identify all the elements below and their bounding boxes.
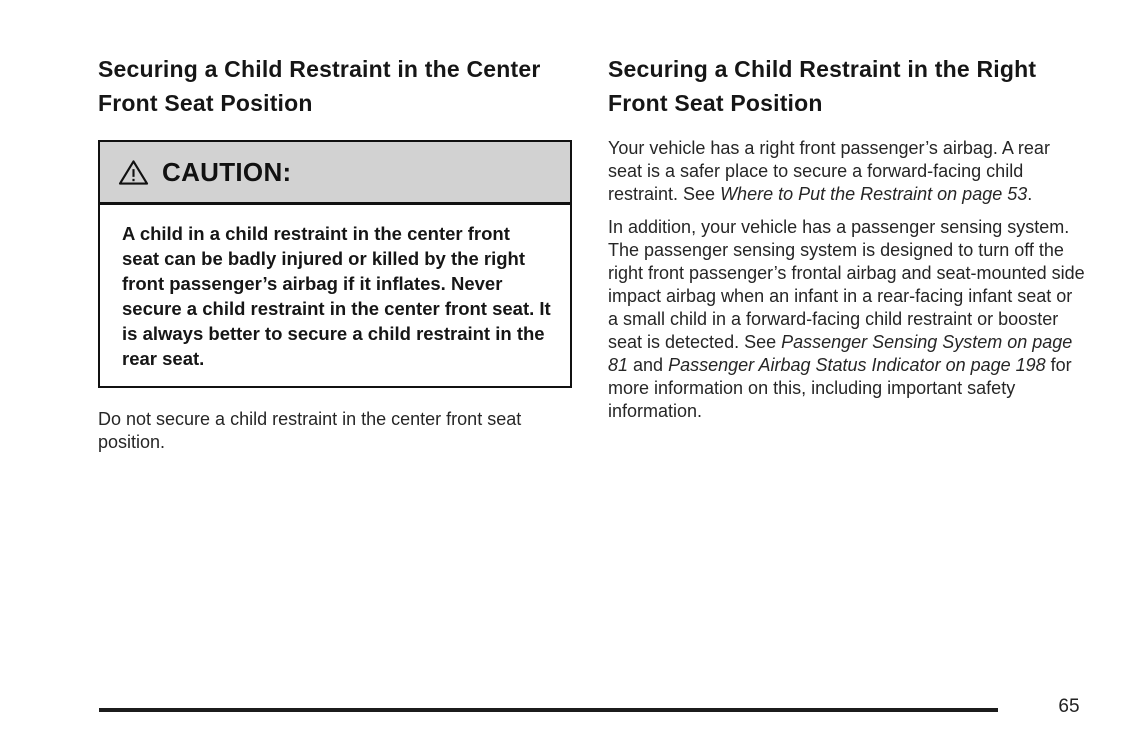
right-front-paragraph-2 — [608, 216, 1086, 423]
paragraph-text: . — [1027, 184, 1033, 204]
two-column-layout — [98, 52, 1086, 454]
cross-reference-passenger-sensing-system: Passenger Sensing System on page 81 — [608, 332, 1073, 375]
heading-right-front-seat: Securing a Child Restraint in the Right Front Seat Position — [608, 56, 1037, 116]
heading-center-front-seat: Securing a Child Restraint in the Center Front Seat Position — [98, 56, 541, 116]
caution-header — [100, 142, 570, 205]
footer-rule — [99, 708, 998, 712]
right-front-paragraph-1 — [608, 137, 1086, 206]
page-number: 65 — [1058, 696, 1080, 717]
paragraph-text: Your vehicle has a right front passenger’s airbag. A rear seat is a safer place to secure a forward-facing child restraint. See — [608, 138, 1050, 204]
center-front-note-paragraph: Do not secure a child restraint in the center front seat position. — [98, 409, 522, 452]
warning-triangle-icon — [118, 159, 149, 186]
paragraph-text: for more information on this, including important safety information. — [608, 355, 1072, 421]
caution-label: CAUTION: — [162, 156, 292, 187]
right-column — [608, 52, 1086, 454]
caution-body-text: A child in a child restraint in the center front seat can be badly injured or killed by the right front passenger’s airbag if it inflates. Never secure a child restraint in the center front seat. It is always better to secure a child restraint in the rear seat. — [122, 223, 551, 369]
paragraph-text: and — [628, 355, 669, 375]
caution-box — [98, 140, 572, 388]
paragraph-text: In addition, your vehicle has a passenger sensing system. The passenger sensing system is designed to turn off the right front passenger’s frontal airbag and seat-mounted side impact airbag when an infant in a rear-facing infant seat or a small child in a forward-facing child restraint or booster seat is detected. See — [608, 217, 1085, 352]
left-column — [98, 52, 572, 454]
cross-reference-airbag-status-indicator: Passenger Airbag Status Indicator on page 198 — [668, 355, 1046, 375]
cross-reference-where-to-put: Where to Put the Restraint on page 53 — [720, 184, 1028, 204]
